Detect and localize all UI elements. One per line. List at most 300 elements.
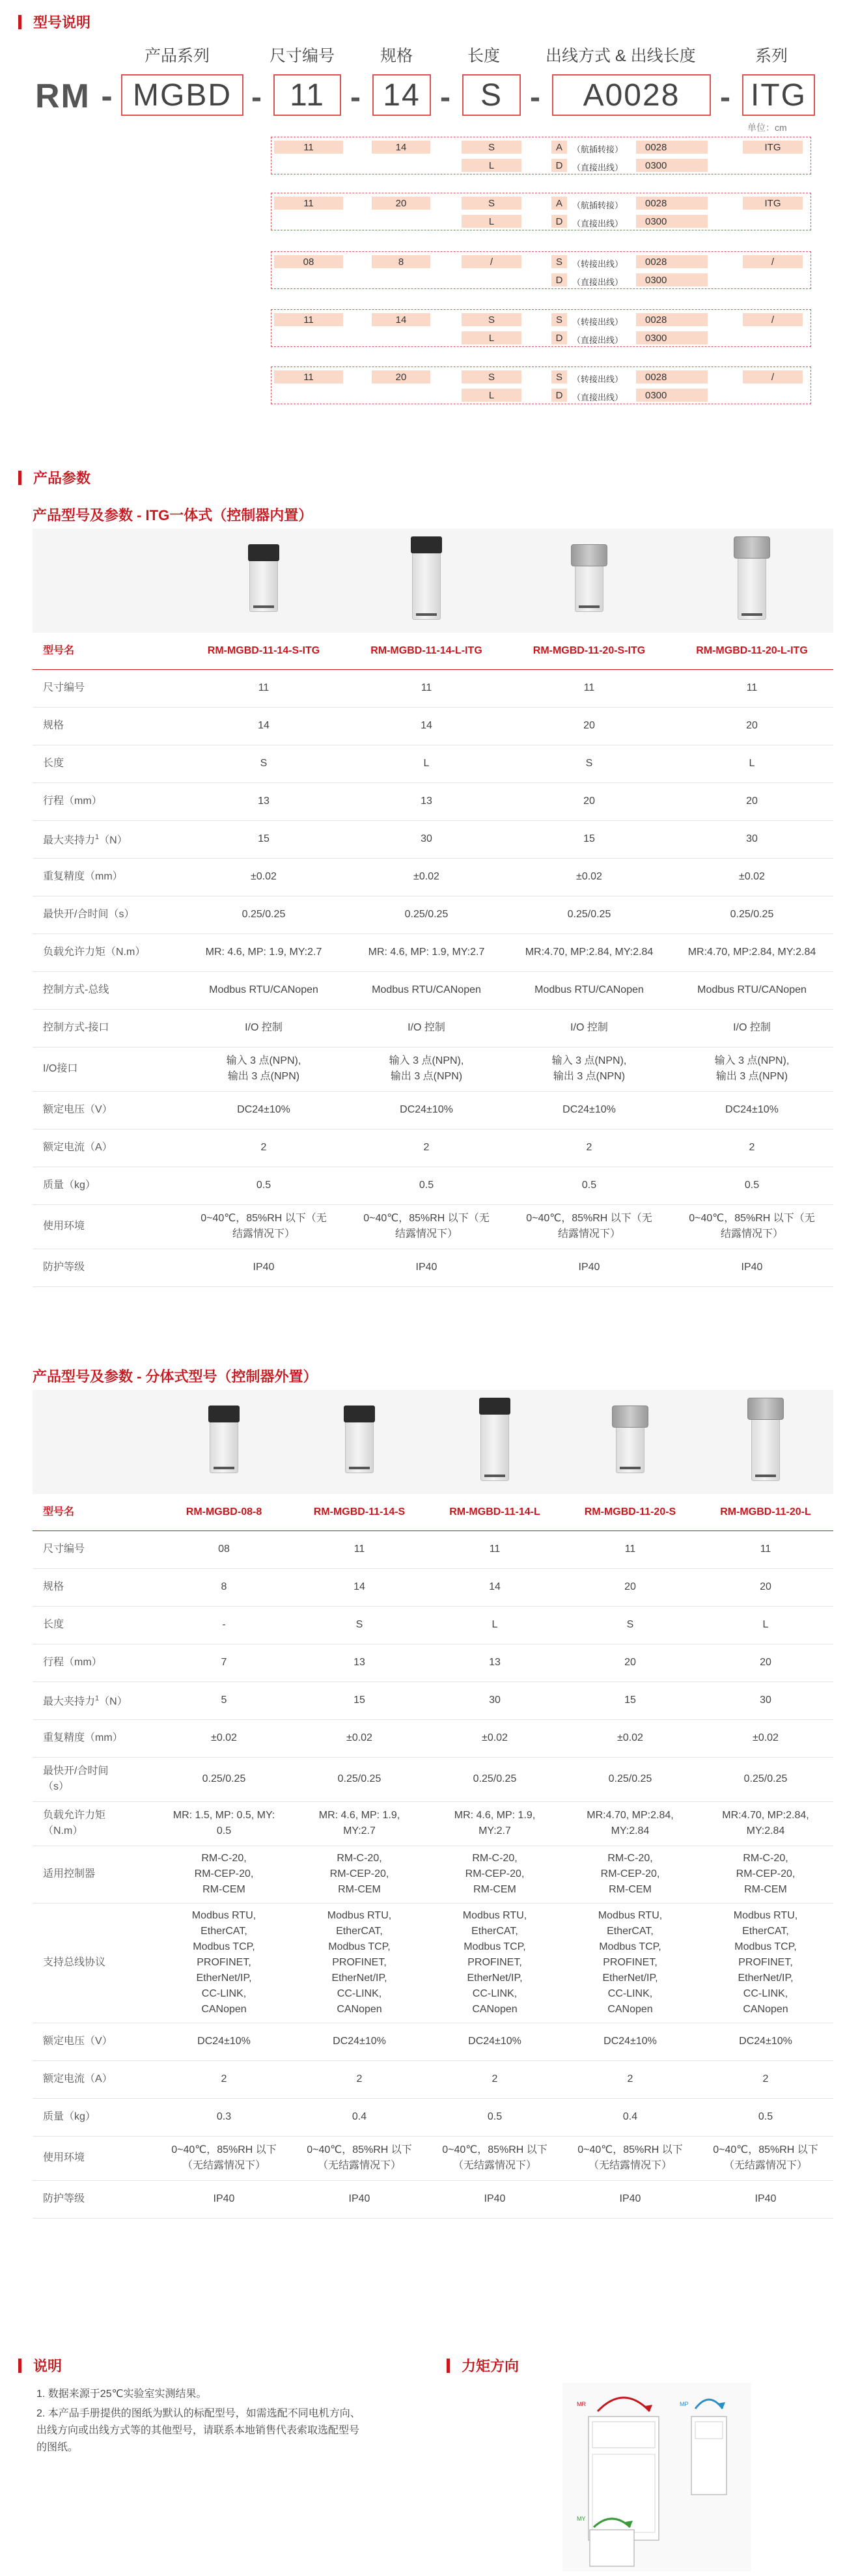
model-header-label: 型号名 (33, 633, 182, 669)
torque-section-header (447, 2355, 519, 2375)
code-box-outlet: A0028 (552, 74, 711, 116)
spec-value: - (156, 1606, 292, 1644)
spec-value: 2 (698, 2060, 833, 2098)
spec-label: 规格 (33, 707, 182, 745)
product-image (609, 1404, 651, 1475)
spec-value: 20 (562, 1644, 698, 1682)
variant-outlet-desc: （转接出线） (572, 259, 624, 269)
spec-label: 适用控制器 (33, 1846, 156, 1903)
variant-outlet-desc: （直接出线） (572, 335, 624, 345)
section-accent-bar (18, 471, 21, 485)
spec-value: 7 (156, 1644, 292, 1682)
spec-row (33, 934, 833, 971)
model-header-row (33, 633, 833, 669)
note-item: 2. 本产品手册提供的图纸为默认的标配型号，如需选配不同电机方向、 出线方向或出线方式等的其他型号，请联系本地销售代表索取选配型号 的图纸。 (36, 2408, 361, 2453)
spec-label: 负载允许力矩（N.m） (33, 934, 182, 971)
spec-row (33, 820, 833, 858)
mp-label: MP (680, 2401, 689, 2407)
table1-title: 产品型号及参数 - ITG一体式（控制器内置） (33, 507, 313, 523)
spec-label: 长度 (33, 1606, 156, 1644)
spec-value: 0~40℃，85%RH 以下 （无结露情况下） (292, 2136, 427, 2180)
spec-value: DC24±10% (292, 2023, 427, 2060)
spec-label: 质量（kg） (33, 1167, 182, 1204)
spec-value: 11 (427, 1530, 562, 1568)
spec-row (33, 1568, 833, 1606)
spec-label: 控制方式-总线 (33, 971, 182, 1009)
spec-value: Modbus RTU/CANopen (345, 971, 508, 1009)
spec-value: MR:4.70, MP:2.84, MY:2.84 (698, 1801, 833, 1846)
spec-value: 输入 3 点(NPN), 输出 3 点(NPN) (671, 1047, 833, 1091)
product-image-cell (427, 1390, 562, 1494)
product-image (339, 1404, 380, 1475)
spec-value: 30 (698, 1682, 833, 1719)
spec-value: ±0.02 (671, 858, 833, 896)
spec-value: 20 (671, 707, 833, 745)
variant-outlet-desc: （直接出线） (572, 393, 624, 402)
spec-row (33, 1249, 833, 1286)
model-name: RM-MGBD-11-14-L-ITG (345, 633, 508, 669)
variant-outlet-desc: （转接出线） (572, 374, 624, 384)
spec-row (33, 1719, 833, 1757)
spec-value: L (345, 745, 508, 782)
label-system: 系列 (755, 47, 788, 65)
variant-outlet-code-cell: D (551, 159, 567, 172)
spec-value: ±0.02 (345, 858, 508, 896)
spec-value: IP40 (427, 2180, 562, 2218)
variant-row (271, 212, 810, 230)
spec-value: MR: 4.6, MP: 1.9, MY:2.7 (427, 1801, 562, 1846)
product-image (243, 543, 284, 613)
spec-row (33, 1530, 833, 1568)
notes-section-title: 说明 (33, 2358, 62, 2374)
label-outlet: 出线方式 & 出线长度 (546, 47, 696, 65)
spec-value: MR: 1.5, MP: 0.5, MY: 0.5 (156, 1801, 292, 1846)
spec-value: IP40 (562, 2180, 698, 2218)
spec-value: 0~40℃，85%RH 以下 （无结露情况下） (427, 2136, 562, 2180)
code-box-size: 11 (273, 74, 341, 116)
spec-value: 30 (427, 1682, 562, 1719)
mr-label: MR (577, 2401, 586, 2407)
spec-value: L (671, 745, 833, 782)
product-image-cell (698, 1390, 833, 1494)
spec-row (33, 707, 833, 745)
spec-label: 尺寸编号 (33, 669, 182, 707)
spec-row (33, 782, 833, 820)
code-box-series: MGBD (121, 74, 243, 116)
variant-outlet-length-cell: 0028 (636, 313, 708, 326)
spec-value: I/O 控制 (508, 1009, 671, 1047)
variant-outlet-length-cell: 0028 (636, 255, 708, 268)
variant-outlet-length-cell: 0300 (636, 389, 708, 402)
spec-value: 11 (562, 1530, 698, 1568)
my-label: MY (577, 2515, 586, 2522)
spec-label: 负载允许力矩 （N.m） (33, 1801, 156, 1846)
product-image-cell (508, 529, 671, 633)
spec-label: 规格 (33, 1568, 156, 1606)
spec-value: IP40 (292, 2180, 427, 2218)
spec-row (33, 2023, 833, 2060)
spec-value: 0.5 (508, 1167, 671, 1204)
spec-value: 13 (427, 1644, 562, 1682)
spec-value: 20 (508, 782, 671, 820)
spec-value: 0.25/0.25 (345, 896, 508, 934)
spec-label: 使用环境 (33, 1204, 182, 1249)
spec-value: Modbus RTU, EtherCAT, Modbus TCP, PROFINET, EtherNet/IP, CC-LINK, CANopen (562, 1903, 698, 2023)
code-dash: - (530, 80, 540, 115)
spec-value: IP40 (698, 2180, 833, 2218)
model-name: RM-MGBD-11-14-S (292, 1494, 427, 1530)
spec-value: 20 (508, 707, 671, 745)
split-params-table (33, 1390, 833, 2219)
spec-value: 13 (182, 782, 345, 820)
label-length: 长度 (467, 47, 501, 65)
spec-value: 2 (292, 2060, 427, 2098)
spec-row (33, 1682, 833, 1719)
note-item: 1. 数据来源于25℃实验室实测结果。 (36, 2389, 207, 2400)
spec-label: 最快开/合时间 （s） (33, 1757, 156, 1801)
spec-row (33, 1129, 833, 1167)
variant-outlet-length-cell: 0300 (636, 159, 708, 172)
model-name: RM-MGBD-11-20-L (698, 1494, 833, 1530)
spec-row (33, 2180, 833, 2218)
variant-outlet-desc: （航插转接） (572, 145, 624, 154)
spec-row (33, 2098, 833, 2136)
spec-value: DC24±10% (345, 1091, 508, 1129)
spec-value: I/O 控制 (671, 1009, 833, 1047)
spec-value: MR: 4.6, MP: 1.9, MY:2.7 (345, 934, 508, 971)
variant-group (271, 309, 811, 347)
spec-value: 0.25/0.25 (182, 896, 345, 934)
code-dash: - (251, 80, 262, 115)
spec-value: 30 (345, 820, 508, 858)
product-image-cell (671, 529, 833, 633)
spec-value: IP40 (671, 1249, 833, 1286)
spec-value: 14 (292, 1568, 427, 1606)
spec-value: ±0.02 (292, 1719, 427, 1757)
spec-value: Modbus RTU, EtherCAT, Modbus TCP, PROFINET, EtherNet/IP, CC-LINK, CANopen (156, 1903, 292, 2023)
footnote-mark: 1 (95, 1695, 100, 1703)
variant-size-cell: 11 (274, 197, 343, 210)
spec-value: 15 (182, 820, 345, 858)
spec-value: ±0.02 (427, 1719, 562, 1757)
spec-value: ±0.02 (182, 858, 345, 896)
product-image (745, 1396, 786, 1482)
spec-value: 2 (427, 2060, 562, 2098)
spec-value: 0.5 (427, 2098, 562, 2136)
variant-spec-cell: 14 (372, 313, 430, 326)
spec-row (33, 971, 833, 1009)
spec-value: 输入 3 点(NPN), 输出 3 点(NPN) (182, 1047, 345, 1091)
spec-value: 14 (182, 707, 345, 745)
spec-value: 20 (698, 1568, 833, 1606)
spec-value: 20 (562, 1568, 698, 1606)
variant-length-cell: L (462, 159, 521, 172)
spec-label: 长度 (33, 745, 182, 782)
variant-outlet-length-cell: 0300 (636, 331, 708, 344)
spec-row (33, 1644, 833, 1682)
spec-value: IP40 (345, 1249, 508, 1286)
code-dash: - (720, 80, 730, 115)
variant-spec-cell: 20 (372, 197, 430, 210)
spec-value: Modbus RTU/CANopen (508, 971, 671, 1009)
spec-value: 8 (156, 1568, 292, 1606)
code-box-spec: 14 (372, 74, 431, 116)
spec-value: I/O 控制 (345, 1009, 508, 1047)
variant-outlet-length-cell: 0028 (636, 370, 708, 383)
spec-value: RM-C-20, RM-CEP-20, RM-CEM (698, 1846, 833, 1903)
code-dash: - (440, 80, 450, 115)
variant-group (271, 251, 811, 289)
model-name: RM-MGBD-11-20-S-ITG (508, 633, 671, 669)
spec-value: S (292, 1606, 427, 1644)
spec-value: DC24±10% (427, 2023, 562, 2060)
variant-outlet-code-cell: S (551, 255, 567, 268)
spec-value: 0.25/0.25 (156, 1757, 292, 1801)
torque-direction-figure (562, 2383, 751, 2571)
spec-value: ±0.02 (698, 1719, 833, 1757)
spec-value: 2 (508, 1129, 671, 1167)
model-name: RM-MGBD-11-14-L (427, 1494, 562, 1530)
spec-value: 20 (698, 1644, 833, 1682)
torque-diagram (562, 2383, 751, 2571)
model-name: RM-MGBD-11-20-L-ITG (671, 633, 833, 669)
spec-label: 使用环境 (33, 2136, 156, 2180)
variant-size-cell: 11 (274, 141, 343, 154)
table2-title: 产品型号及参数 - 分体式型号（控制器外置） (33, 1368, 318, 1385)
spec-value: Modbus RTU/CANopen (671, 971, 833, 1009)
spec-value: 5 (156, 1682, 292, 1719)
variant-outlet-code-cell: D (551, 331, 567, 344)
spec-value: 11 (345, 669, 508, 707)
spec-value: 输入 3 点(NPN), 输出 3 点(NPN) (345, 1047, 508, 1091)
model-code-row (0, 73, 845, 118)
spec-value: 0~40℃，85%RH 以下 （无结露情况下） (562, 2136, 698, 2180)
variant-size-cell: 08 (274, 255, 343, 268)
spec-value: 2 (562, 2060, 698, 2098)
product-image-cell (562, 1390, 698, 1494)
spec-label: 重复精度（mm） (33, 858, 182, 896)
model-section-title: 型号说明 (33, 14, 91, 31)
spec-label: 额定电压（V） (33, 1091, 182, 1129)
spec-row (33, 669, 833, 707)
spec-row (33, 896, 833, 934)
spec-value: 15 (292, 1682, 427, 1719)
model-name: RM-MGBD-11-14-S-ITG (182, 633, 345, 669)
variant-system-cell: / (743, 370, 803, 383)
spec-value: DC24±10% (562, 2023, 698, 2060)
product-image (406, 535, 447, 621)
spec-value: 2 (345, 1129, 508, 1167)
model-section-header (18, 12, 90, 32)
spec-label: 最大夹持力$^1$（N） (33, 820, 182, 858)
spec-value: 20 (671, 782, 833, 820)
spec-row (33, 2060, 833, 2098)
spec-value: 13 (345, 782, 508, 820)
torque-section-title: 力矩方向 (462, 2358, 519, 2374)
spec-value: 14 (427, 1568, 562, 1606)
label-size: 尺寸编号 (270, 47, 335, 65)
variant-outlet-length-cell: 0028 (636, 141, 708, 154)
spec-label: 行程（mm） (33, 1644, 156, 1682)
variant-system-cell: / (743, 313, 803, 326)
spec-value: S (182, 745, 345, 782)
spec-value: DC24±10% (156, 2023, 292, 2060)
spec-value: IP40 (182, 1249, 345, 1286)
spec-value: 0.25/0.25 (562, 1757, 698, 1801)
variant-spec-cell: 20 (372, 370, 430, 383)
product-image-row (33, 529, 833, 633)
image-row-spacer (33, 1390, 156, 1494)
section-accent-bar (18, 15, 21, 29)
variant-outlet-desc: （直接出线） (572, 219, 624, 229)
spec-value: 2 (156, 2060, 292, 2098)
variant-outlet-code-cell: S (551, 370, 567, 383)
spec-value: I/O 控制 (182, 1009, 345, 1047)
spec-value: RM-C-20, RM-CEP-20, RM-CEM (156, 1846, 292, 1903)
section-accent-bar (18, 2359, 21, 2373)
product-image (203, 1404, 245, 1475)
variant-length-cell: S (462, 313, 521, 326)
variant-outlet-code-cell: A (551, 141, 567, 154)
spec-value: 11 (182, 669, 345, 707)
spec-value: 0~40℃，85%RH 以下（无 结露情况下） (671, 1204, 833, 1249)
spec-value: 0~40℃，85%RH 以下（无 结露情况下） (182, 1204, 345, 1249)
spec-row (33, 858, 833, 896)
spec-value: 0.25/0.25 (508, 896, 671, 934)
spec-label: 防护等级 (33, 2180, 156, 2218)
image-row-spacer (33, 529, 182, 633)
spec-value: IP40 (508, 1249, 671, 1286)
spec-value: RM-C-20, RM-CEP-20, RM-CEM (562, 1846, 698, 1903)
spec-value: DC24±10% (698, 2023, 833, 2060)
code-prefix: RM - (35, 77, 114, 115)
spec-value: 30 (671, 820, 833, 858)
variant-row (271, 310, 810, 328)
spec-label: 额定电流（A） (33, 1129, 182, 1167)
section-accent-bar (447, 2359, 450, 2373)
spec-value: L (427, 1606, 562, 1644)
spec-value: DC24±10% (508, 1091, 671, 1129)
product-image-cell (345, 529, 508, 633)
spec-value: 13 (292, 1644, 427, 1682)
spec-value: 0.5 (345, 1167, 508, 1204)
spec-value: RM-C-20, RM-CEP-20, RM-CEM (427, 1846, 562, 1903)
spec-value: 0.4 (562, 2098, 698, 2136)
variant-length-cell: L (462, 215, 521, 228)
model-name: RM-MGBD-11-20-S (562, 1494, 698, 1530)
product-image (731, 535, 773, 621)
spec-value: 0.5 (182, 1167, 345, 1204)
spec-value: MR:4.70, MP:2.84, MY:2.84 (562, 1801, 698, 1846)
variant-outlet-desc: （转接出线） (572, 317, 624, 327)
spec-value: 0.5 (671, 1167, 833, 1204)
params-section-title: 产品参数 (33, 470, 91, 486)
variant-row (271, 385, 810, 404)
spec-value: S (508, 745, 671, 782)
variant-system-cell: ITG (743, 197, 803, 210)
variant-outlet-length-cell: 0300 (636, 215, 708, 228)
spec-value: 0.25/0.25 (698, 1757, 833, 1801)
code-labels (0, 43, 845, 65)
variant-spec-cell: 14 (372, 141, 430, 154)
spec-value: ±0.02 (562, 1719, 698, 1757)
variant-outlet-code-cell: D (551, 215, 567, 228)
spec-value: 2 (671, 1129, 833, 1167)
notes-list (36, 2386, 427, 2459)
spec-value: MR: 4.6, MP: 1.9, MY:2.7 (292, 1801, 427, 1846)
variant-row (271, 156, 810, 174)
variant-group (271, 367, 811, 404)
spec-row (33, 1606, 833, 1644)
spec-label: 最快开/合时间（s） (33, 896, 182, 934)
spec-value: 11 (292, 1530, 427, 1568)
variant-system-cell: / (743, 255, 803, 268)
spec-label: 质量（kg） (33, 2098, 156, 2136)
spec-value: 0~40℃，85%RH 以下（无 结露情况下） (345, 1204, 508, 1249)
model-name: RM-MGBD-08-8 (156, 1494, 292, 1530)
spec-row (33, 1167, 833, 1204)
product-image-row (33, 1390, 833, 1494)
unit-note: 单位：cm (747, 122, 787, 133)
spec-value: 0.25/0.25 (671, 896, 833, 934)
gripper-side-view (691, 2417, 727, 2495)
variant-row (271, 328, 810, 346)
spec-value: Modbus RTU, EtherCAT, Modbus TCP, PROFINET, EtherNet/IP, CC-LINK, CANopen (427, 1903, 562, 2023)
spec-value: 0~40℃，85%RH 以下 （无结露情况下） (698, 2136, 833, 2180)
variant-length-cell: L (462, 331, 521, 344)
spec-label: 支持总线协议 (33, 1903, 156, 2023)
spec-row (33, 1846, 833, 1903)
spec-row (33, 1009, 833, 1047)
model-header-row (33, 1494, 833, 1530)
spec-value: DC24±10% (671, 1091, 833, 1129)
variant-outlet-code-cell: S (551, 313, 567, 326)
variant-outlet-desc: （航插转接） (572, 201, 624, 210)
spec-value: 2 (182, 1129, 345, 1167)
spec-label: 额定电流（A） (33, 2060, 156, 2098)
spec-row (33, 1757, 833, 1801)
spec-value: IP40 (156, 2180, 292, 2218)
variant-group (271, 137, 811, 174)
spec-value: ±0.02 (156, 1719, 292, 1757)
spec-value: 14 (345, 707, 508, 745)
spec-value: 输入 3 点(NPN), 输出 3 点(NPN) (508, 1047, 671, 1091)
spec-label: 防护等级 (33, 1249, 182, 1286)
params-section-header (18, 467, 90, 488)
spec-label: 额定电压（V） (33, 2023, 156, 2060)
variant-length-cell: S (462, 197, 521, 210)
product-image-cell (292, 1390, 427, 1494)
spec-label: 重复精度（mm） (33, 1719, 156, 1757)
variant-size-cell: 11 (274, 313, 343, 326)
variant-size-cell: 11 (274, 370, 343, 383)
label-series: 产品系列 (145, 47, 210, 65)
variant-length-cell: S (462, 141, 521, 154)
variant-outlet-code-cell: A (551, 197, 567, 210)
notes-section-header (18, 2355, 62, 2375)
variant-outlet-length-cell: 0028 (636, 197, 708, 210)
product-image (568, 543, 610, 613)
spec-value: 15 (562, 1682, 698, 1719)
variant-row (271, 270, 810, 288)
spec-value: 0.25/0.25 (292, 1757, 427, 1801)
variant-row (271, 252, 810, 270)
spec-row (33, 1047, 833, 1091)
spec-row (33, 1903, 833, 2023)
spec-row (33, 2136, 833, 2180)
spec-row (33, 745, 833, 782)
mr-arrow-icon (598, 2398, 650, 2411)
